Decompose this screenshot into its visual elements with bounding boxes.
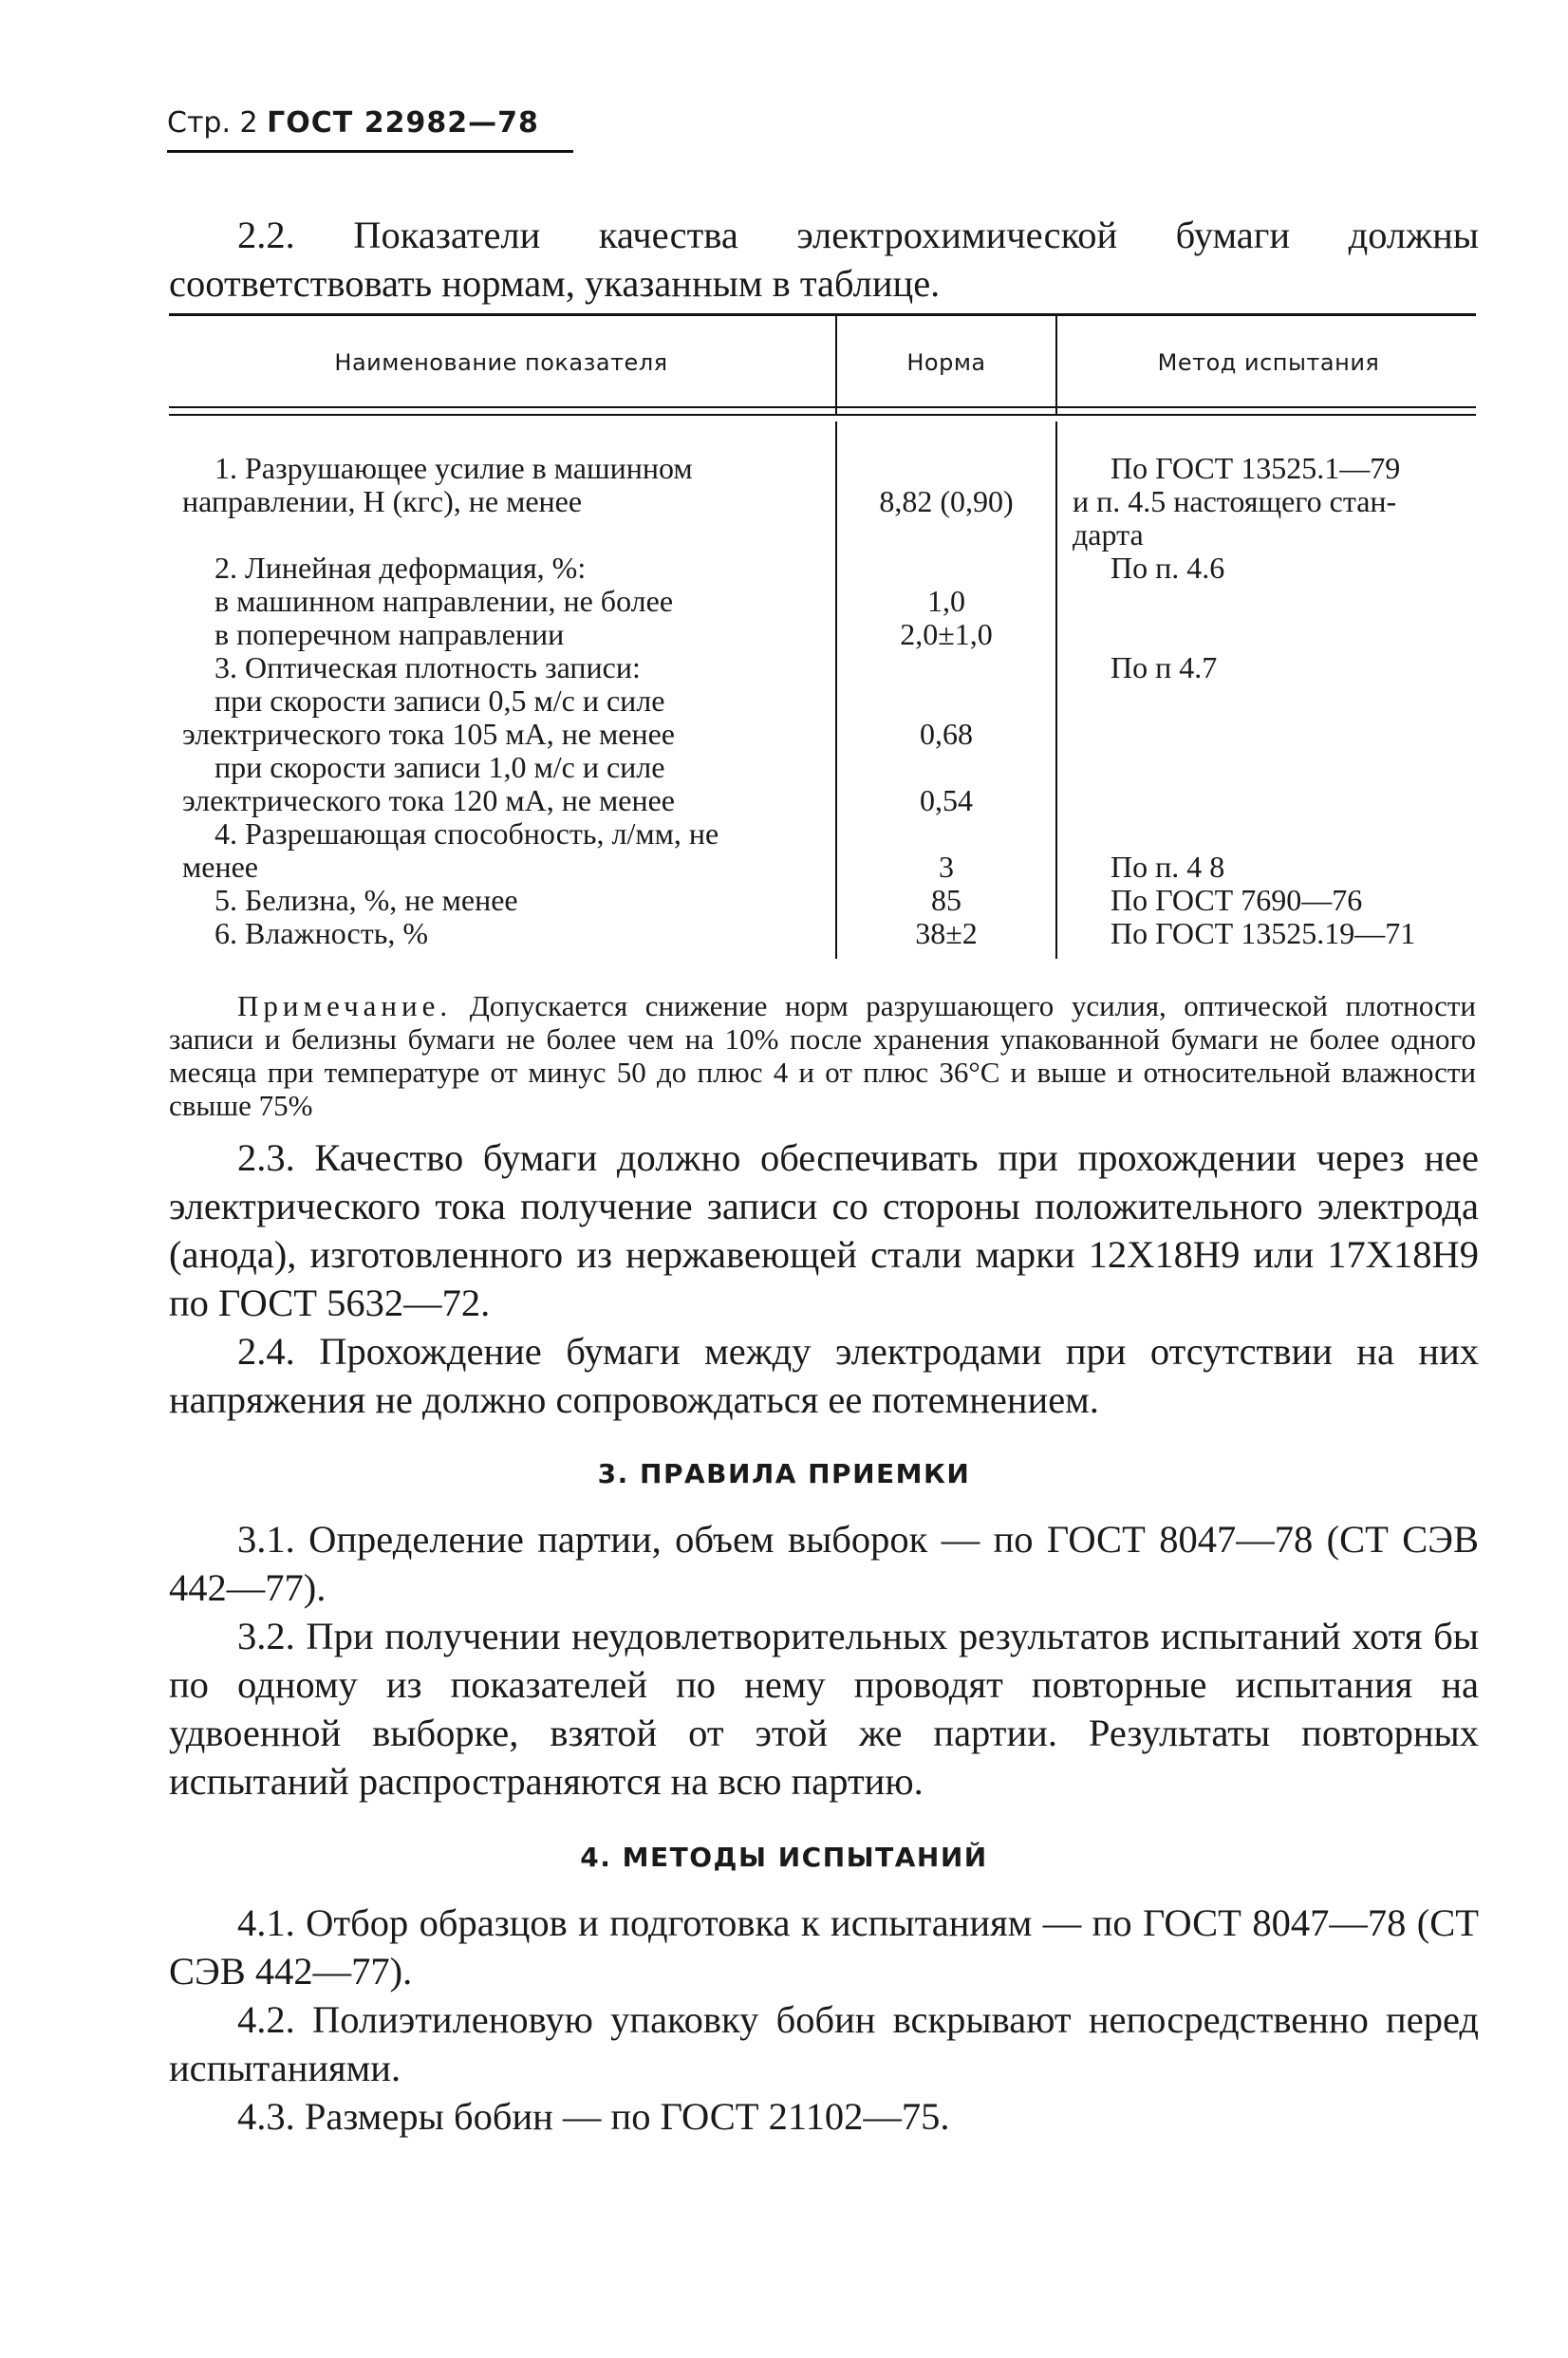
paragraph-4-1: 4.1. Отбор образцов и подготовка к испытаниям — по ГОСТ 8047—78 (СТ СЭВ 442—77). [169,1901,1479,1993]
header-divider-2 [1055,313,1057,416]
header-norm: Норма [906,349,986,376]
header-method: Метод испытания [1157,349,1380,376]
table-cell: По п. 4.6 [1111,551,1225,585]
table-cell: 2. Линейная деформация, %: [215,551,587,585]
table-cell: По ГОСТ 13525.1—79 [1111,451,1401,485]
table-cell: в поперечном направлении [215,617,565,651]
table-cell: 2,0±1,0 [900,617,993,651]
table-cell: и п. 4.5 настоящего стан- [1073,484,1397,518]
table-cell: 38±2 [915,916,978,950]
paragraph-4-2: 4.2. Полиэтиленовую упаковку бобин вскрывают непосредственно перед испытаниями. [169,1998,1479,2089]
table-cell: По п. 4 8 [1111,850,1225,884]
page-number: Стр. 2 [167,106,258,140]
body-divider-1 [835,421,837,959]
table-cell: 1,0 [927,584,965,618]
table-cell: при скорости записи 1,0 м/с и силе [215,750,665,784]
table-cell: По ГОСТ 13525.19—71 [1111,916,1416,950]
table-cell: По ГОСТ 7690—76 [1111,883,1363,917]
paragraph-3-1: 3.1. Определение партии, объем выборок — по ГОСТ 8047—78 (СТ СЭВ 442—77). [169,1518,1479,1609]
paragraph-2-3: 2.3. Качество бумаги должно обеспечивать при прохождении через нее электрического тока получение записи со стороны положительного электрода (анода), изготовленного из нержавеющей стали марки 12Х18Н9 или 17Х18Н9 по ГОСТ 5632—72. [169,1136,1479,1324]
paragraph-4-3: 4.3. Размеры бобин — по ГОСТ 21102—75. [237,2095,950,2138]
table-cell: 8,82 (0,90) [879,484,1014,518]
standard-number: ГОСТ 22982—78 [267,106,539,140]
paragraph-2-4: 2.4. Прохождение бумаги между электродами при отсутствии на них напряжения не должно сопровождаться ее потемнением. [169,1330,1479,1421]
section-heading-4: 4. МЕТОДЫ ИСПЫТАНИЙ [580,1842,988,1873]
table-cell: 85 [931,883,961,917]
table-cell: По п 4.7 [1111,650,1218,684]
table-cell: 4. Разрешающая способность, л/мм, не [215,816,719,851]
table-cell: 0,54 [920,783,973,817]
paragraph-3-2: 3.2. При получении неудовлетворительных результатов испытаний хотя бы по одному из показателей по нему проводят повторные испытания на удвоенной выборке, взятой от этой же партии. Результаты повторных испытаний распространяются на всю партию. [169,1615,1479,1803]
table-header-rule-1 [169,406,1476,408]
table-cell: направлении, Н (кгс), не менее [182,484,583,518]
page-header [167,106,539,140]
table-cell: дарта [1073,517,1144,552]
body-divider-2 [1055,421,1057,959]
paragraph-2-2: 2.2. Показатели качества электрохимической бумаги должны соответствовать нормам, указанным в таблице. [169,214,1479,305]
table-cell: электрического тока 105 мА, не менее [182,717,675,751]
note-label: Примечание. [237,989,453,1022]
table-header-rule-2 [169,414,1476,416]
table-cell: 3 [939,850,954,884]
note-text: Допускается снижение норм разрушающего усилия, оптической плотности записи и белизны бумаги не более чем на 10% после хранения упакованной бумаги не более одного месяца при температуре от минус 50 до плюс 4 и от плюс 36°С и выше и относительной влажности свыше 75% [169,989,1477,1122]
table-top-rule [169,313,1476,316]
table-cell: 0,68 [920,717,973,751]
header-name: Наименование показателя [334,349,668,376]
table-cell: 1. Разрушающее усилие в машинном [215,451,693,485]
table-cell: менее [182,850,258,884]
table-note [169,989,1476,1122]
header-divider-1 [835,313,837,416]
table-cell: электрического тока 120 мА, не менее [182,783,675,817]
table-cell: 5. Белизна, %, не менее [215,883,518,917]
table-cell: 3. Оптическая плотность записи: [215,650,641,684]
section-heading-3: 3. ПРАВИЛА ПРИЕМКИ [597,1458,971,1489]
header-rule [167,150,573,153]
table-cell: в машинном направлении, не более [215,584,674,618]
table-cell: 6. Влажность, % [215,916,428,950]
table-cell: при скорости записи 0,5 м/с и силе [215,683,665,718]
